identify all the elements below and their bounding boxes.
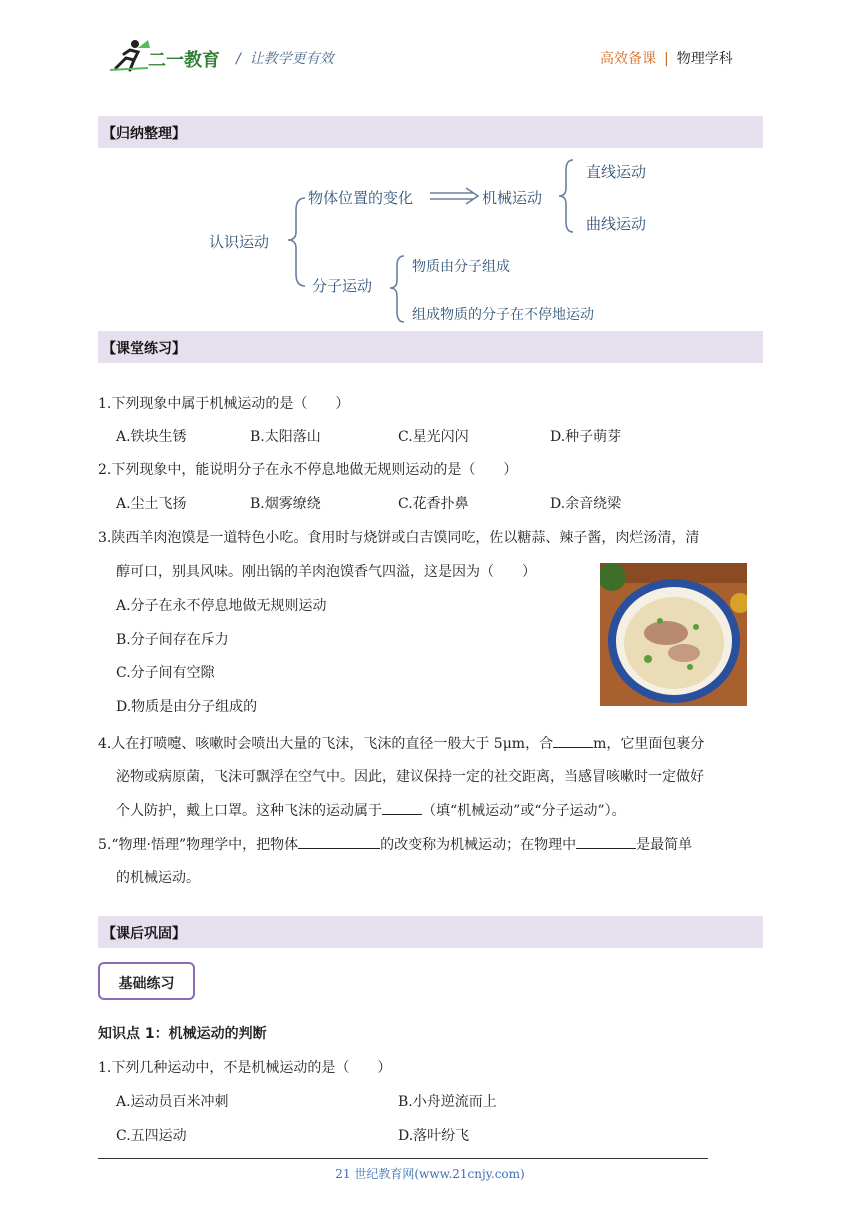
section-homework: 【课后巩固】 xyxy=(98,916,763,948)
q3-option-b: B.分子间存在斥力 xyxy=(116,632,229,648)
logo-text: 二一教育 xyxy=(148,50,220,71)
q4-blank-2[interactable] xyxy=(382,800,422,815)
question-4-line-3: 个人防护，戴上口罩。这种飞沫的运动属于 （填“机械运动”或“分子运动”）。 xyxy=(116,800,626,821)
question-2-stem: 2.下列现象中，能说明分子在永不停息地做无规则运动的是（ ） xyxy=(98,462,518,478)
question-5-line-1: 5.“物理·悟理”物理学中，把物体 的改变称为机械运动；在物理中 是最简单 xyxy=(98,834,692,855)
mindmap-root: 认识运动 xyxy=(209,233,270,251)
q5-blank-2[interactable] xyxy=(576,834,636,849)
slogan: / 让教学更有效 xyxy=(236,51,334,67)
section-summary: 【归纳整理】 xyxy=(98,116,763,148)
question-3-line-1: 3.陕西羊肉泡馍是一道特色小吃。食用时与烧饼或白吉馍同吃，佐以糖蒜、辣子酱，肉烂汤清，清 xyxy=(98,530,700,546)
question-5-line-2: 的机械运动。 xyxy=(116,870,200,886)
section-practice: 【课堂练习】 xyxy=(98,331,763,363)
mindmap-molecule-composition: 物质由分子组成 xyxy=(412,259,510,275)
question-3-line-2: 醇可口，别具风味。刚出锅的羊肉泡馍香气四溢，这是因为（ ） xyxy=(116,564,536,580)
question-4-line-1: 4.人在打喷嚏、咳嗽时会喷出大量的飞沫，飞沫的直径一般大于 5μm，合 m，它里面包裹分 xyxy=(98,733,704,754)
homework-question-1-stem: 1.下列几种运动中，不是机械运动的是（ ） xyxy=(98,1060,392,1076)
q2-option-b: B.烟雾缭绕 xyxy=(250,496,321,512)
q3-option-d: D.物质是由分子组成的 xyxy=(116,699,258,715)
q1-option-d: D.种子萌芽 xyxy=(550,429,622,445)
q5-blank-1[interactable] xyxy=(298,834,380,849)
q3-option-a: A.分子在永不停息地做无规则运动 xyxy=(116,598,327,614)
question-1-stem: 1.下列现象中属于机械运动的是（ ） xyxy=(98,396,350,412)
header-subject: 高效备课 | 物理学科 xyxy=(600,51,733,67)
question-4-line-2: 泌物或病原菌，飞沫可飘浮在空气中。因此，建议保持一定的社交距离，当感冒咳嗽时一定做好 xyxy=(116,769,704,785)
q3-option-c: C.分子间有空隙 xyxy=(116,665,215,681)
q2-option-d: D.余音绕梁 xyxy=(550,496,622,512)
header-tag: 高效备课 xyxy=(600,51,656,67)
basic-practice-badge: 基础练习 xyxy=(98,962,195,1000)
mutton-soup-image xyxy=(600,563,747,706)
mindmap-braces xyxy=(0,0,860,340)
mindmap-molecule-motion: 组成物质的分子在不停地运动 xyxy=(412,307,594,323)
mindmap-linear: 直线运动 xyxy=(586,163,647,181)
mindmap-branch-position: 物体位置的变化 xyxy=(308,189,414,207)
q1-option-a: A.铁块生锈 xyxy=(116,429,187,445)
hq1-option-d: D.落叶纷飞 xyxy=(398,1128,470,1144)
hq1-option-a: A.运动员百米冲刺 xyxy=(116,1094,229,1110)
knowledge-point-1: 知识点 1：机械运动的判断 xyxy=(98,1026,267,1042)
q1-option-c: C.星光闪闪 xyxy=(398,429,469,445)
q4-blank-1[interactable] xyxy=(553,733,593,748)
footer-link[interactable]: 21 世纪教育网(www.21cnjy.com) xyxy=(335,1167,525,1181)
hq1-option-c: C.五四运动 xyxy=(116,1128,187,1144)
mindmap-curve: 曲线运动 xyxy=(586,215,647,233)
mindmap-molecular: 分子运动 xyxy=(312,277,373,295)
q2-option-a: A.尘土飞扬 xyxy=(116,496,187,512)
hq1-option-b: B.小舟逆流而上 xyxy=(398,1094,497,1110)
mindmap-mechanical: 机械运动 xyxy=(482,189,543,207)
q1-option-b: B.太阳落山 xyxy=(250,429,321,445)
header-subject-name: 物理学科 xyxy=(676,51,733,67)
footer-divider xyxy=(98,1158,708,1159)
q2-option-c: C.花香扑鼻 xyxy=(398,496,469,512)
